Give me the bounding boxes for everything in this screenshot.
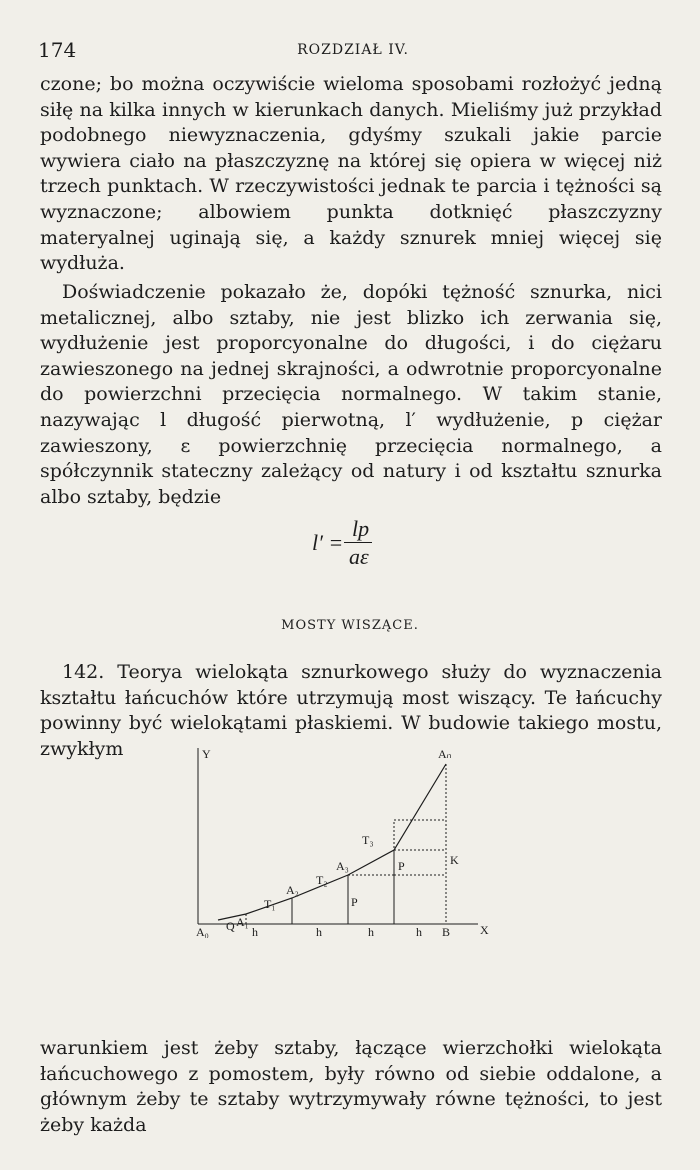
paragraph-bottom <box>40 1036 662 1138</box>
label-h2: h <box>316 925 322 938</box>
page-header <box>38 38 668 62</box>
bridge-diagram <box>188 738 498 938</box>
running-head: ROZDZIAŁ IV. <box>297 42 409 58</box>
label-t2: T₂ <box>316 873 328 887</box>
fraction-bar <box>344 542 372 543</box>
label-h3: h <box>368 925 374 938</box>
label-an: Aₙ <box>438 747 452 761</box>
page-number: 174 <box>38 38 77 62</box>
diagram-svg <box>188 738 498 938</box>
paragraph-4: warunkiem jest żeby sztaby, łączące wierzchołki wielokąta łańcuchowego z pomostem, były równo od siebie oddalone, a głównym żeby te sztaby wytrzymywały równe tężności, to jest żeby każda <box>40 1037 662 1136</box>
label-t3: T₃ <box>362 833 374 847</box>
label-q: Q <box>226 919 235 933</box>
label-k: K <box>450 853 459 867</box>
formula-denominator: aε <box>349 544 369 569</box>
label-h1: h <box>252 925 258 938</box>
chain-polygon <box>218 764 446 920</box>
label-t1: T₁ <box>264 897 276 911</box>
label-y: Y <box>202 747 211 761</box>
paragraph-3: 142. Teorya wielokąta sznurkowego służy do wyznaczenia kształtu łańcuchów które utrzymują most wiszący. Te łańcuchy powinny być wielokątami płaskiemi. W budowie takiego mostu, zwykłym <box>40 661 662 760</box>
section-title: MOSTY WISZĄCE. <box>281 618 419 633</box>
label-b: B <box>442 925 451 938</box>
elongation-formula <box>0 516 700 568</box>
paragraph-continued <box>40 72 662 277</box>
label-a1: A₁ <box>236 915 249 929</box>
paragraph-2: Doświadczenie pokazało że, dopóki tężność sznurka, nici metalicznej, albo sztaby, nie jest blizko ich zerwania się, wydłużenie jest proporcyonalne do długości, i do ciężaru zawieszonego na jednej skrajności, a odwrotnie proporcyonalne do powierzchni przecięcia normalnego. W takim stanie, nazywając l długość pierwotną, l′ wydłużenie, p ciężar zawieszony, ε powierzchnię przecięcia normalnego, a spółczynnik stateczny zależący od natury i od kształtu sznurka albo sztaby, będzie <box>40 281 662 508</box>
label-x: X <box>480 923 489 937</box>
label-p1: P <box>351 895 358 909</box>
label-a3: A₃ <box>336 859 349 873</box>
dotted-rect-upper <box>394 820 446 850</box>
label-a0: A₀ <box>196 925 209 938</box>
label-h4: h <box>416 925 422 938</box>
label-p2: P <box>398 859 405 873</box>
paragraph-1: czone; bo można oczywiście wieloma sposobami rozłożyć jedną siłę na kilka innych w kierunkach danych. Mieliśmy już przykład podobnego niewyznaczenia, gdyśmy szukali jakie parcie wywiera ciało na płaszczyznę na której się opiera w więcej niż trzech punktach. W rzeczywistości jednak te parcia i tężności są wyznaczone; albowiem punkta dotknięć płaszczyzny materyalnej uginają się, a każdy sznurek mniej więcej się wydłuża. <box>40 73 662 275</box>
label-a2: A₂ <box>286 883 299 897</box>
formula-numerator: lp <box>352 516 370 541</box>
paragraph-experiment <box>40 280 662 510</box>
formula-lhs: l′ = <box>312 530 344 555</box>
